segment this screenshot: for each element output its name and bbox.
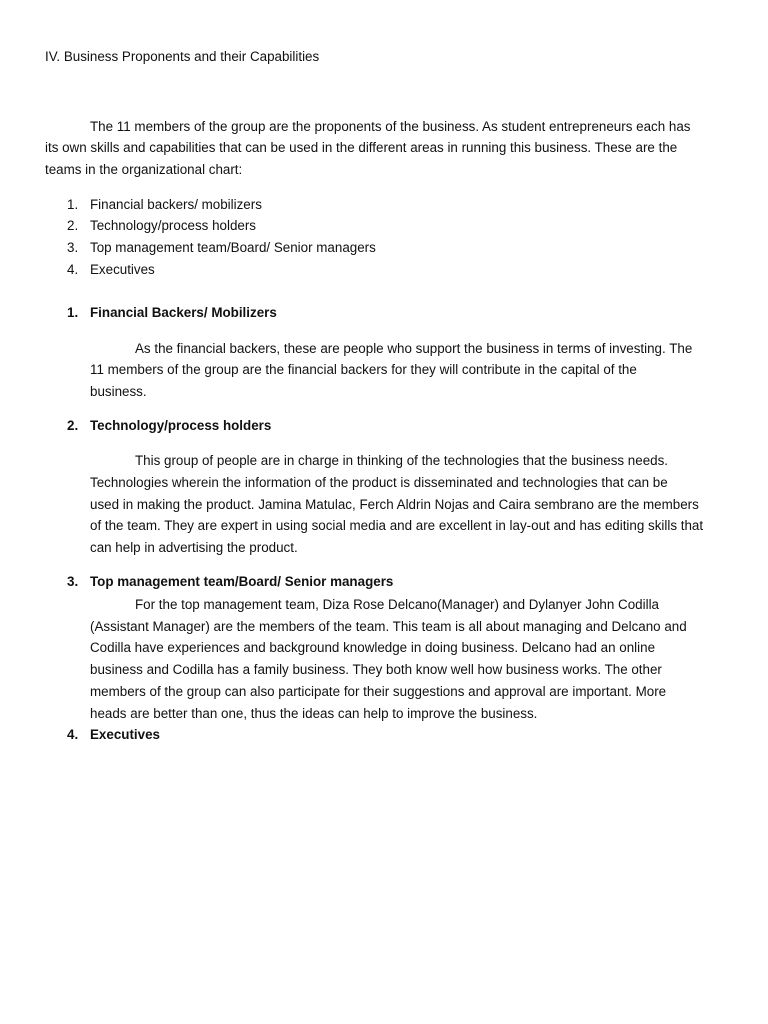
section-title: Top management team/Board/ Senior managers xyxy=(90,574,394,589)
paragraph-line: Technologies wherein the information of the product is disseminated and technologies that can be xyxy=(90,475,668,490)
paragraph-line: used in making the product. Jamina Matulac, Ferch Aldrin Nojas and Caira sembrano are the members xyxy=(90,497,699,512)
list-item: Financial backers/ mobilizers xyxy=(90,197,262,212)
intro-line-2: its own skills and capabilities that can be used in the different areas in running this business. These are the xyxy=(45,140,678,155)
paragraph-line: heads are better than one, thus the ideas can help to improve the business. xyxy=(90,706,538,721)
list-item-number: 3. xyxy=(67,240,79,255)
section-title: Financial Backers/ Mobilizers xyxy=(90,305,277,320)
list-item: Top management team/Board/ Senior managers xyxy=(90,240,376,255)
paragraph-line: 11 members of the group are the financial backers for they will contribute in the capital of the xyxy=(90,362,637,377)
paragraph-line: can help in advertising the product. xyxy=(90,540,298,555)
paragraph-line: (Assistant Manager) are the members of the team. This team is all about managing and Delcano and xyxy=(90,619,687,634)
paragraph-line: members of the group can also participate for their suggestions and approval are important. More xyxy=(90,684,667,699)
section-title: Technology/process holders xyxy=(90,418,272,433)
intro-line-3: teams in the organizational chart: xyxy=(45,162,243,177)
section-heading: IV. Business Proponents and their Capabilities xyxy=(45,49,320,64)
paragraph-line: This group of people are in charge in thinking of the technologies that the business needs. xyxy=(135,453,669,468)
list-item-number: 4. xyxy=(67,262,79,277)
section-number: 1. xyxy=(67,305,79,320)
paragraph-line: For the top management team, Diza Rose Delcano(Manager) and Dylanyer John Codilla xyxy=(135,597,659,612)
list-item-number: 2. xyxy=(67,218,79,233)
section-number: 4. xyxy=(67,727,79,742)
paragraph-line: As the financial backers, these are people who support the business in terms of investing. The xyxy=(135,341,693,356)
section-number: 2. xyxy=(67,418,79,433)
paragraph-line: business. xyxy=(90,384,147,399)
list-item: Technology/process holders xyxy=(90,218,256,233)
paragraph-line: Codilla have experiences and background knowledge in doing business. Delcano had an online xyxy=(90,640,656,655)
paragraph-line: of the team. They are expert in using social media and are excellent in lay-out and has editing skills that xyxy=(90,518,704,533)
section-title: Executives xyxy=(90,727,160,742)
list-item-number: 1. xyxy=(67,197,79,212)
list-item: Executives xyxy=(90,262,155,277)
section-number: 3. xyxy=(67,574,79,589)
paragraph-line: business and Codilla has a family business. They both know well how business works. The other xyxy=(90,662,662,677)
intro-line-1: The 11 members of the group are the proponents of the business. As student entrepreneurs each has xyxy=(90,119,691,134)
